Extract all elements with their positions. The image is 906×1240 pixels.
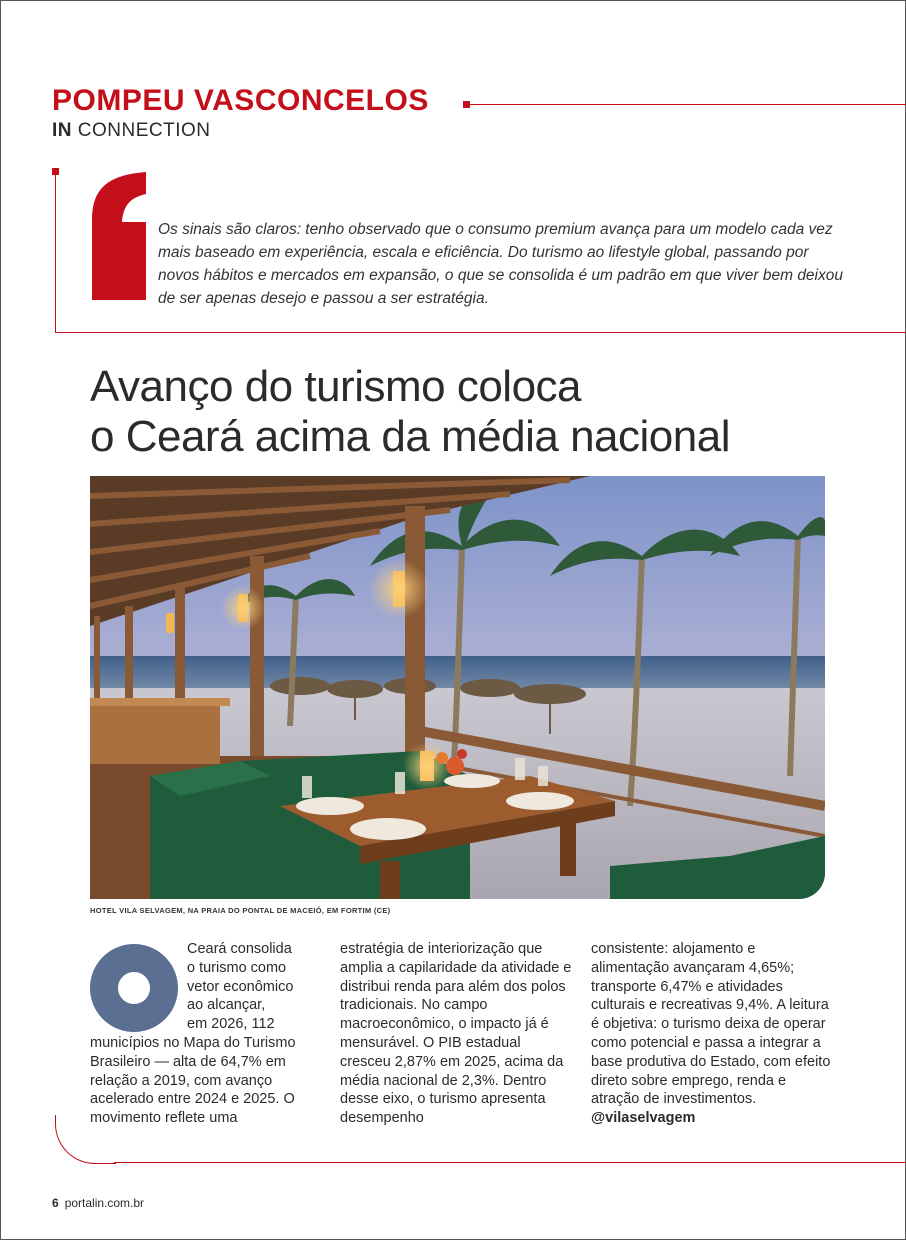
subtitle-bold: IN [52, 120, 72, 141]
col1-line-2: o turismo como [187, 959, 287, 976]
col3-text: consistente: alojamento e alimentação avançaram 4,65%; transporte 6,47% e atividades culturais e recreativas 9,4%. A leitura é objetiva: o turismo deixa de operar como potencial e passa a integrar a base produtiva do Estado, com efeito direto sobre emprego, renda e atração de investimentos. [591, 941, 831, 1108]
col3-paragraph [591, 940, 831, 1128]
body-column-1 [90, 940, 322, 1128]
quote-accent-square [52, 168, 59, 175]
body-column-3 [591, 940, 831, 1128]
column-title: POMPEU VASCONCELOS [52, 84, 429, 117]
pull-quote: Os sinais são claros: tenho observado que o consumo premium avança para um modelo cada vez mais baseado em experiência, escala e eficiência. Do turismo ao lifestyle global, passando por novos hábitos e mercados em expansão, o que se consolida é um padrão em que viver bem deixou de ser apenas desejo e passou a ser estratégia. [158, 221, 843, 307]
hotel-photo [90, 476, 825, 899]
photo-caption: HOTEL VILA SELVAGEM, NA PRAIA DO PONTAL DE MACEIÓ, EM FORTIM (CE) [90, 906, 391, 915]
title-rule [470, 104, 906, 105]
footer-site: portalin.com.br [64, 1196, 145, 1210]
title-accent-square [463, 101, 470, 108]
article-headline [90, 362, 870, 462]
headline-line-1: Avanço do turismo coloca [90, 362, 582, 411]
page-footer [52, 1196, 144, 1210]
headline-line-2: o Ceará acima da média nacional [90, 412, 730, 461]
quote-horizontal-rule [55, 332, 906, 333]
col2-text: estratégia de interiorização que amplia a capilaridade da atividade e distribui renda para além dos polos tradicionais. No campo macroeconômico, o impacto já é mensurável. O PIB estadual cresceu 2,87% em 2025, acima da média nacional de 2,3%. Dentro desse eixo, o turismo apresenta desempenho [340, 941, 572, 1127]
quote-mark-icon [88, 172, 148, 300]
quote-vertical-rule [55, 175, 56, 333]
col1-line-1: Ceará consolida [187, 941, 292, 957]
col1-line-4: ao alcançar, [187, 997, 266, 1014]
instagram-handle: @vilaselvagem [591, 1110, 696, 1127]
body-column-2 [340, 940, 572, 1128]
bottom-horizontal-rule [114, 1162, 906, 1163]
column-subtitle [52, 120, 211, 142]
col1-rest: municípios no Mapa do Turismo Brasileiro — alta de 64,7% em relação a 2019, com avanço acelerado entre 2024 e 2025. O movimento reflete uma [90, 1034, 296, 1127]
col1-line-3: vetor econômico [187, 978, 294, 995]
page-number: 6 [52, 1196, 59, 1210]
col1-line-5: em 2026, 112 [187, 1016, 275, 1033]
subtitle-rest: CONNECTION [77, 120, 211, 141]
